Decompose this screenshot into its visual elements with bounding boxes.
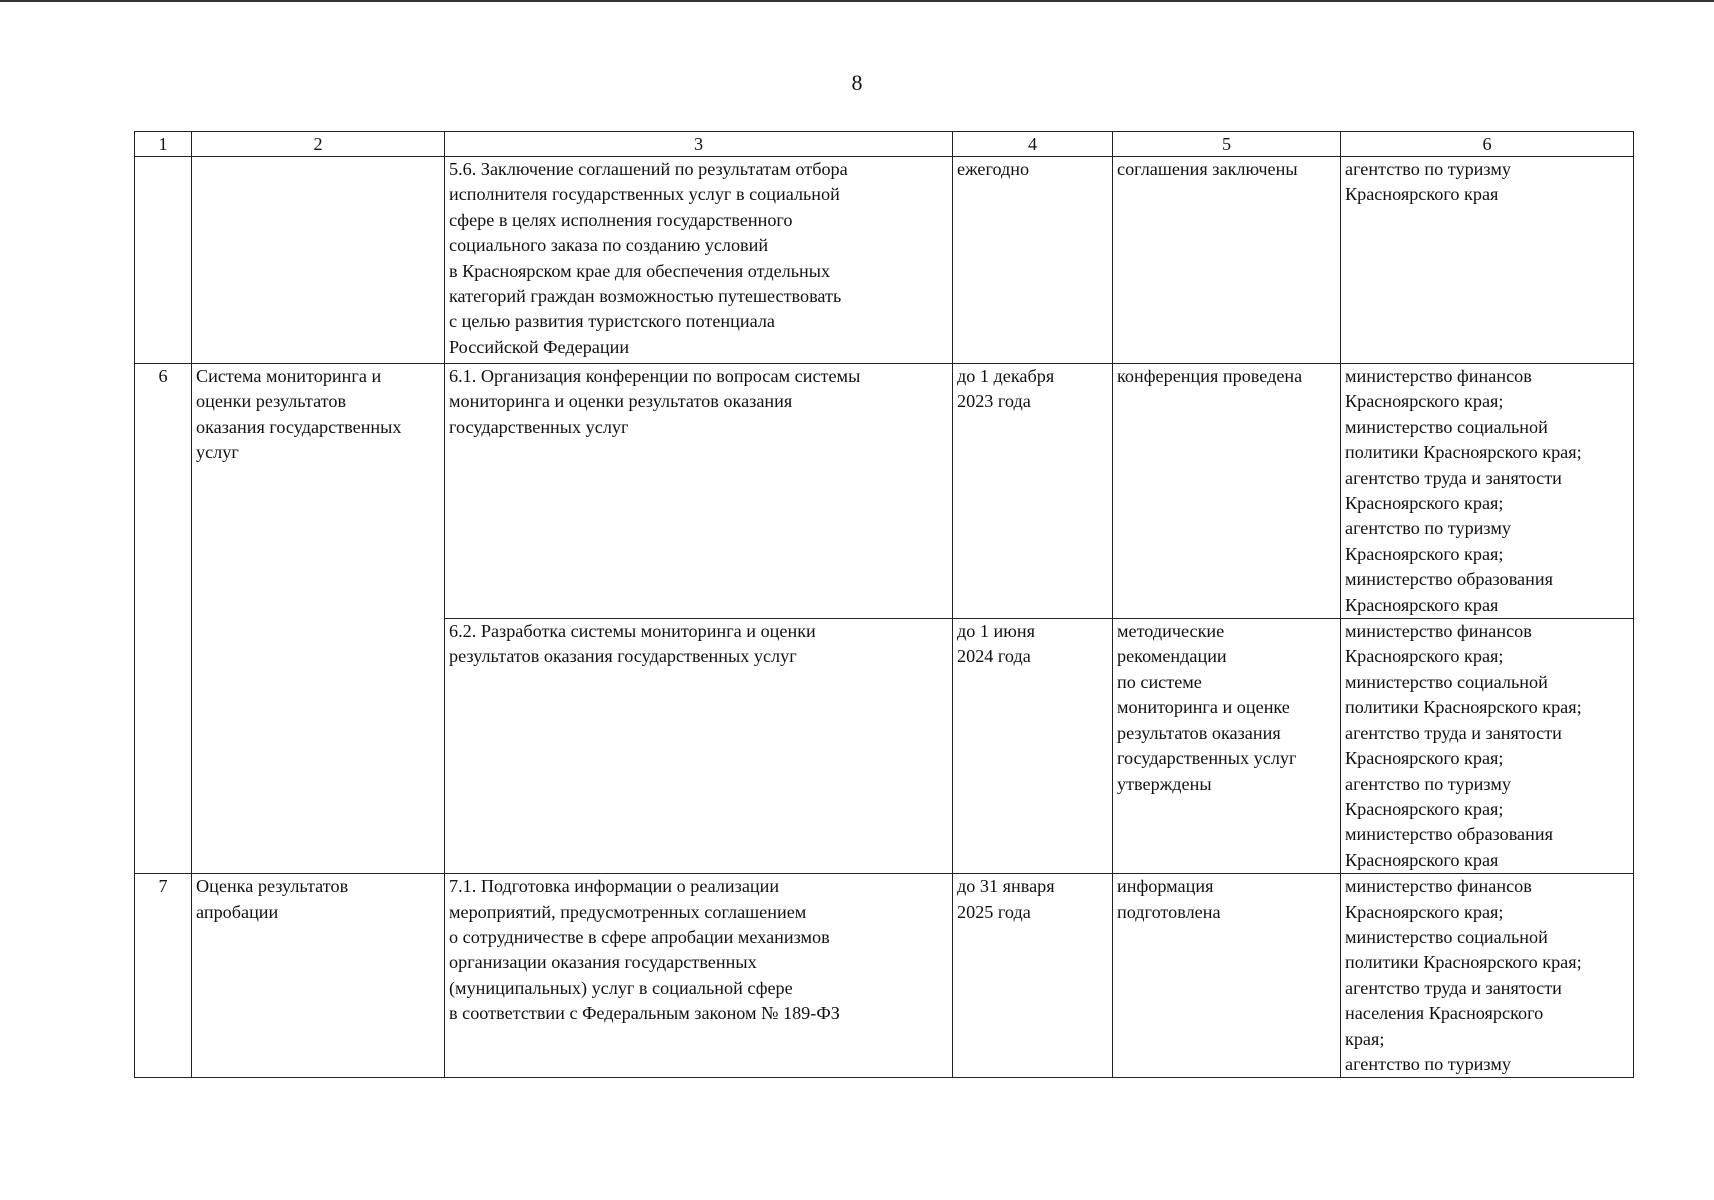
plan-table	[134, 131, 1634, 1078]
stage-name-cell: Система мониторинга и оценки результатов оказания государственных услуг	[192, 364, 445, 874]
stage-name-cell	[192, 157, 445, 364]
column-header-6: 6	[1341, 132, 1634, 157]
action-cell: 6.1. Организация конференции по вопросам системы мониторинга и оценки результатов оказания государственных услуг	[445, 364, 953, 619]
table-header-row	[135, 132, 1634, 157]
action-cell: 7.1. Подготовка информации о реализации мероприятий, предусмотренных соглашением о сотрудничестве в сфере апробации механизмов организации оказания государственных (муниципальных) услуг в социальной сфере в соответствии с Федеральным законом № 189-ФЗ	[445, 874, 953, 1078]
column-header-4: 4	[953, 132, 1113, 157]
result-cell: соглашения заключены	[1113, 157, 1341, 364]
responsible-cell: министерство финансов Красноярского края; министерство социальной политики Красноярского края; агентство труда и занятости Красноярского края; агентство по туризму Красноярского края; министерство образования Красноярского края	[1341, 619, 1634, 874]
result-cell: конференция проведена	[1113, 364, 1341, 619]
action-cell: 6.2. Разработка системы мониторинга и оценки результатов оказания государственных услуг	[445, 619, 953, 874]
action-cell: 5.6. Заключение соглашений по результатам отбора исполнителя государственных услуг в социальной сфере в целях исполнения государственного социального заказа по созданию условий в Красноярском крае для обеспечения отдельных категорий граждан возможностью путешествовать с целью развития туристского потенциала Российской Федерации	[445, 157, 953, 364]
page-top-edge	[0, 0, 1714, 2]
row-number-cell: 6	[135, 364, 192, 874]
stage-name-cell: Оценка результатов апробации	[192, 874, 445, 1078]
deadline-cell: до 31 января 2025 года	[953, 874, 1113, 1078]
page-number: 8	[851, 70, 863, 95]
deadline-cell: до 1 июня 2024 года	[953, 619, 1113, 874]
responsible-cell: министерство финансов Красноярского края; министерство социальной политики Красноярского края; агентство труда и занятости Красноярского края; агентство по туризму Красноярского края; министерство образования Красноярского края	[1341, 364, 1634, 619]
deadline-cell: ежегодно	[953, 157, 1113, 364]
responsible-cell: министерство финансов Красноярского края; министерство социальной политики Красноярского края; агентство труда и занятости населения Красноярского края; агентство по туризму	[1341, 874, 1634, 1078]
column-header-1: 1	[135, 132, 192, 157]
responsible-cell: агентство по туризму Красноярского края	[1341, 157, 1634, 364]
column-header-2: 2	[192, 132, 445, 157]
column-header-5: 5	[1113, 132, 1341, 157]
column-header-3: 3	[445, 132, 953, 157]
table-row	[135, 364, 1634, 619]
result-cell: методические рекомендации по системе мониторинга и оценке результатов оказания государственных услуг утверждены	[1113, 619, 1341, 874]
table-row	[135, 157, 1634, 364]
row-number-cell: 7	[135, 874, 192, 1078]
result-cell: информация подготовлена	[1113, 874, 1341, 1078]
row-number-cell	[135, 157, 192, 364]
deadline-cell: до 1 декабря 2023 года	[953, 364, 1113, 619]
table-row	[135, 874, 1634, 1078]
